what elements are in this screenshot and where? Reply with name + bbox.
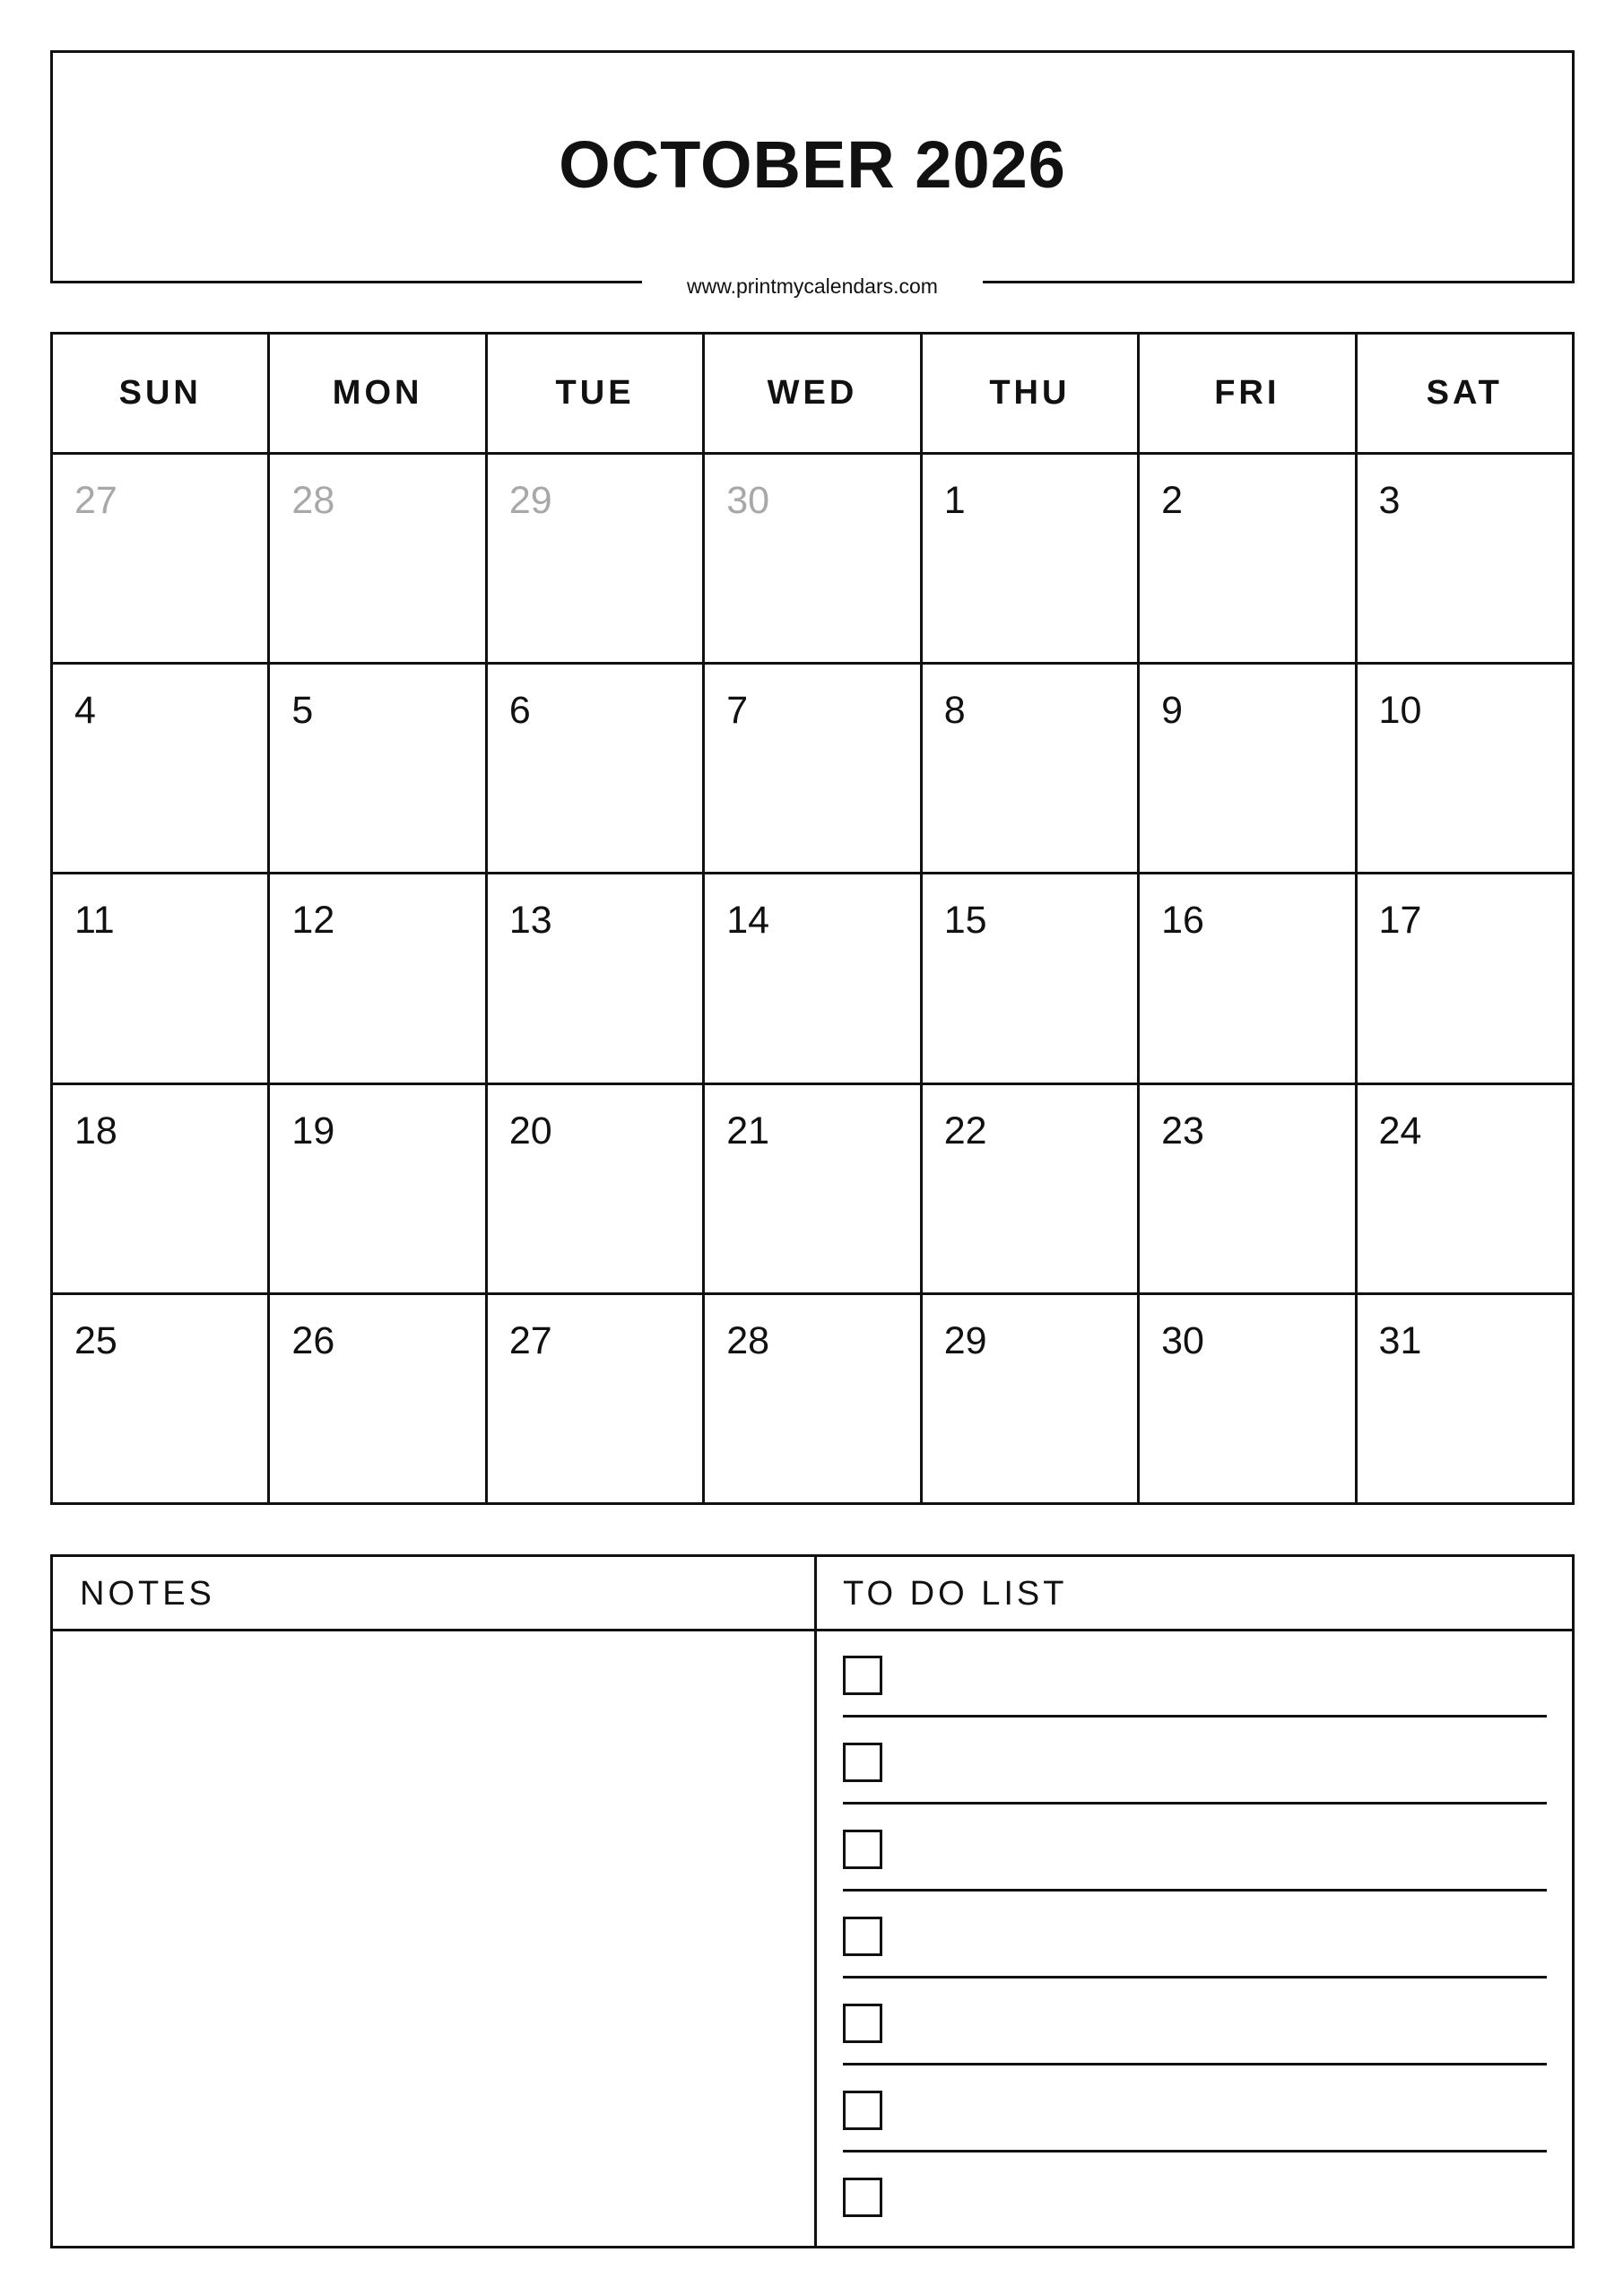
calendar-day-cell[interactable]: [269, 1083, 486, 1293]
weekday-header: SUN: [52, 334, 269, 454]
day-number: 8: [943, 689, 966, 733]
weekday-header: TUE: [486, 334, 703, 454]
calendar-day-cell[interactable]: [486, 664, 703, 874]
day-number: 26: [291, 1318, 335, 1362]
todo-write-line[interactable]: [843, 2150, 1547, 2152]
todo-checkbox[interactable]: [843, 2091, 882, 2130]
todo-checkbox[interactable]: [843, 2004, 882, 2043]
calendar-day-cell[interactable]: [52, 1293, 269, 1503]
day-number: 22: [943, 1109, 987, 1152]
todo-write-line[interactable]: [843, 2063, 1547, 2066]
calendar-day-cell[interactable]: [1356, 1083, 1573, 1293]
calendar-day-cell[interactable]: [486, 874, 703, 1083]
calendar-day-cell[interactable]: [486, 1293, 703, 1503]
day-number: 27: [508, 1318, 552, 1362]
calendar-week-row: [52, 874, 1574, 1083]
day-number: 30: [726, 479, 770, 522]
day-number: 18: [74, 1109, 117, 1152]
todo-item: [843, 1743, 1547, 1830]
calendar-day-cell[interactable]: [1139, 664, 1356, 874]
todo-checkbox[interactable]: [843, 1917, 882, 1956]
todo-item: [843, 2178, 1547, 2265]
notes-todo-panel: [50, 1554, 1575, 2248]
calendar-day-cell[interactable]: [704, 1083, 921, 1293]
todo-write-line[interactable]: [843, 1976, 1547, 1979]
calendar-day-cell[interactable]: [52, 664, 269, 874]
calendar-day-cell[interactable]: [704, 664, 921, 874]
title-box: [50, 50, 1575, 283]
day-number: 6: [508, 689, 531, 733]
day-number: 16: [1161, 899, 1204, 943]
todo-list: [843, 1656, 1547, 2265]
website-url: www.printmycalendars.com: [642, 268, 983, 304]
day-number: 31: [1378, 1318, 1422, 1362]
notes-heading: NOTES: [80, 1575, 215, 1613]
calendar-day-cell[interactable]: [1139, 1293, 1356, 1503]
calendar-day-cell[interactable]: [1139, 874, 1356, 1083]
day-number: 7: [726, 689, 749, 733]
day-number: 21: [726, 1109, 770, 1152]
day-number: 5: [291, 689, 314, 733]
todo-checkbox[interactable]: [843, 2178, 882, 2217]
calendar-week-row: [52, 664, 1574, 874]
day-number: 11: [74, 899, 115, 943]
calendar-day-cell[interactable]: [921, 874, 1138, 1083]
calendar-day-cell[interactable]: [921, 1083, 1138, 1293]
day-number: 1: [943, 479, 966, 522]
todo-heading: TO DO LIST: [843, 1575, 1068, 1613]
day-number: 2: [1161, 479, 1184, 522]
calendar-week-row: [52, 1083, 1574, 1293]
calendar-day-cell[interactable]: [704, 874, 921, 1083]
panel-divider-vertical: [814, 1557, 817, 2246]
calendar-week-row: [52, 454, 1574, 664]
calendar-day-cell[interactable]: [269, 1293, 486, 1503]
todo-write-line[interactable]: [843, 1802, 1547, 1805]
todo-checkbox[interactable]: [843, 1656, 882, 1695]
calendar-day-cell[interactable]: [704, 1293, 921, 1503]
calendar-day-cell[interactable]: [1356, 454, 1573, 664]
calendar-day-cell[interactable]: [52, 1083, 269, 1293]
calendar-day-cell[interactable]: [1356, 664, 1573, 874]
todo-item: [843, 2004, 1547, 2091]
weekday-header: THU: [921, 334, 1138, 454]
calendar-grid: [50, 332, 1575, 1505]
day-number: 20: [508, 1109, 552, 1152]
todo-write-line[interactable]: [843, 1715, 1547, 1718]
weekday-header: MON: [269, 334, 486, 454]
day-number: 23: [1161, 1109, 1204, 1152]
calendar-day-cell[interactable]: [921, 1293, 1138, 1503]
calendar-day-cell[interactable]: [1139, 454, 1356, 664]
calendar-day-cell[interactable]: [1356, 874, 1573, 1083]
day-number: 29: [508, 479, 552, 522]
day-number: 25: [74, 1318, 117, 1362]
day-number: 28: [726, 1318, 770, 1362]
day-number: 27: [74, 479, 117, 522]
day-number: 15: [943, 899, 987, 943]
page-title: OCTOBER 2026: [559, 127, 1066, 202]
panel-divider-horizontal: [53, 1629, 1572, 1631]
todo-checkbox[interactable]: [843, 1830, 882, 1869]
todo-checkbox[interactable]: [843, 1743, 882, 1782]
calendar-day-cell[interactable]: [486, 1083, 703, 1293]
todo-item: [843, 1656, 1547, 1743]
weekday-header: WED: [704, 334, 921, 454]
weekday-header: FRI: [1139, 334, 1356, 454]
day-number: 10: [1378, 689, 1422, 733]
calendar-day-cell[interactable]: [704, 454, 921, 664]
calendar-body: [52, 454, 1574, 1504]
todo-item: [843, 1917, 1547, 2004]
todo-write-line[interactable]: [843, 1889, 1547, 1892]
day-number: 17: [1378, 899, 1422, 943]
day-number: 13: [508, 899, 552, 943]
calendar-day-cell[interactable]: [1139, 1083, 1356, 1293]
day-number: 4: [74, 689, 96, 733]
calendar-day-cell[interactable]: [486, 454, 703, 664]
day-number: 14: [726, 899, 770, 943]
todo-item: [843, 2091, 1547, 2178]
weekday-header-row: [52, 334, 1574, 454]
calendar-day-cell[interactable]: [921, 454, 1138, 664]
day-number: 3: [1378, 479, 1401, 522]
calendar-day-cell[interactable]: [269, 454, 486, 664]
calendar-day-cell[interactable]: [269, 664, 486, 874]
day-number: 9: [1161, 689, 1184, 733]
day-number: 29: [943, 1318, 987, 1362]
calendar-day-cell[interactable]: [1356, 1293, 1573, 1503]
day-number: 30: [1161, 1318, 1204, 1362]
day-number: 12: [291, 899, 335, 943]
calendar-day-cell[interactable]: [52, 454, 269, 664]
calendar-day-cell[interactable]: [269, 874, 486, 1083]
day-number: 28: [291, 479, 335, 522]
calendar-day-cell[interactable]: [52, 874, 269, 1083]
calendar-day-cell[interactable]: [921, 664, 1138, 874]
weekday-header: SAT: [1356, 334, 1573, 454]
day-number: 19: [291, 1109, 335, 1152]
calendar-week-row: [52, 1293, 1574, 1503]
todo-item: [843, 1830, 1547, 1917]
day-number: 24: [1378, 1109, 1422, 1152]
